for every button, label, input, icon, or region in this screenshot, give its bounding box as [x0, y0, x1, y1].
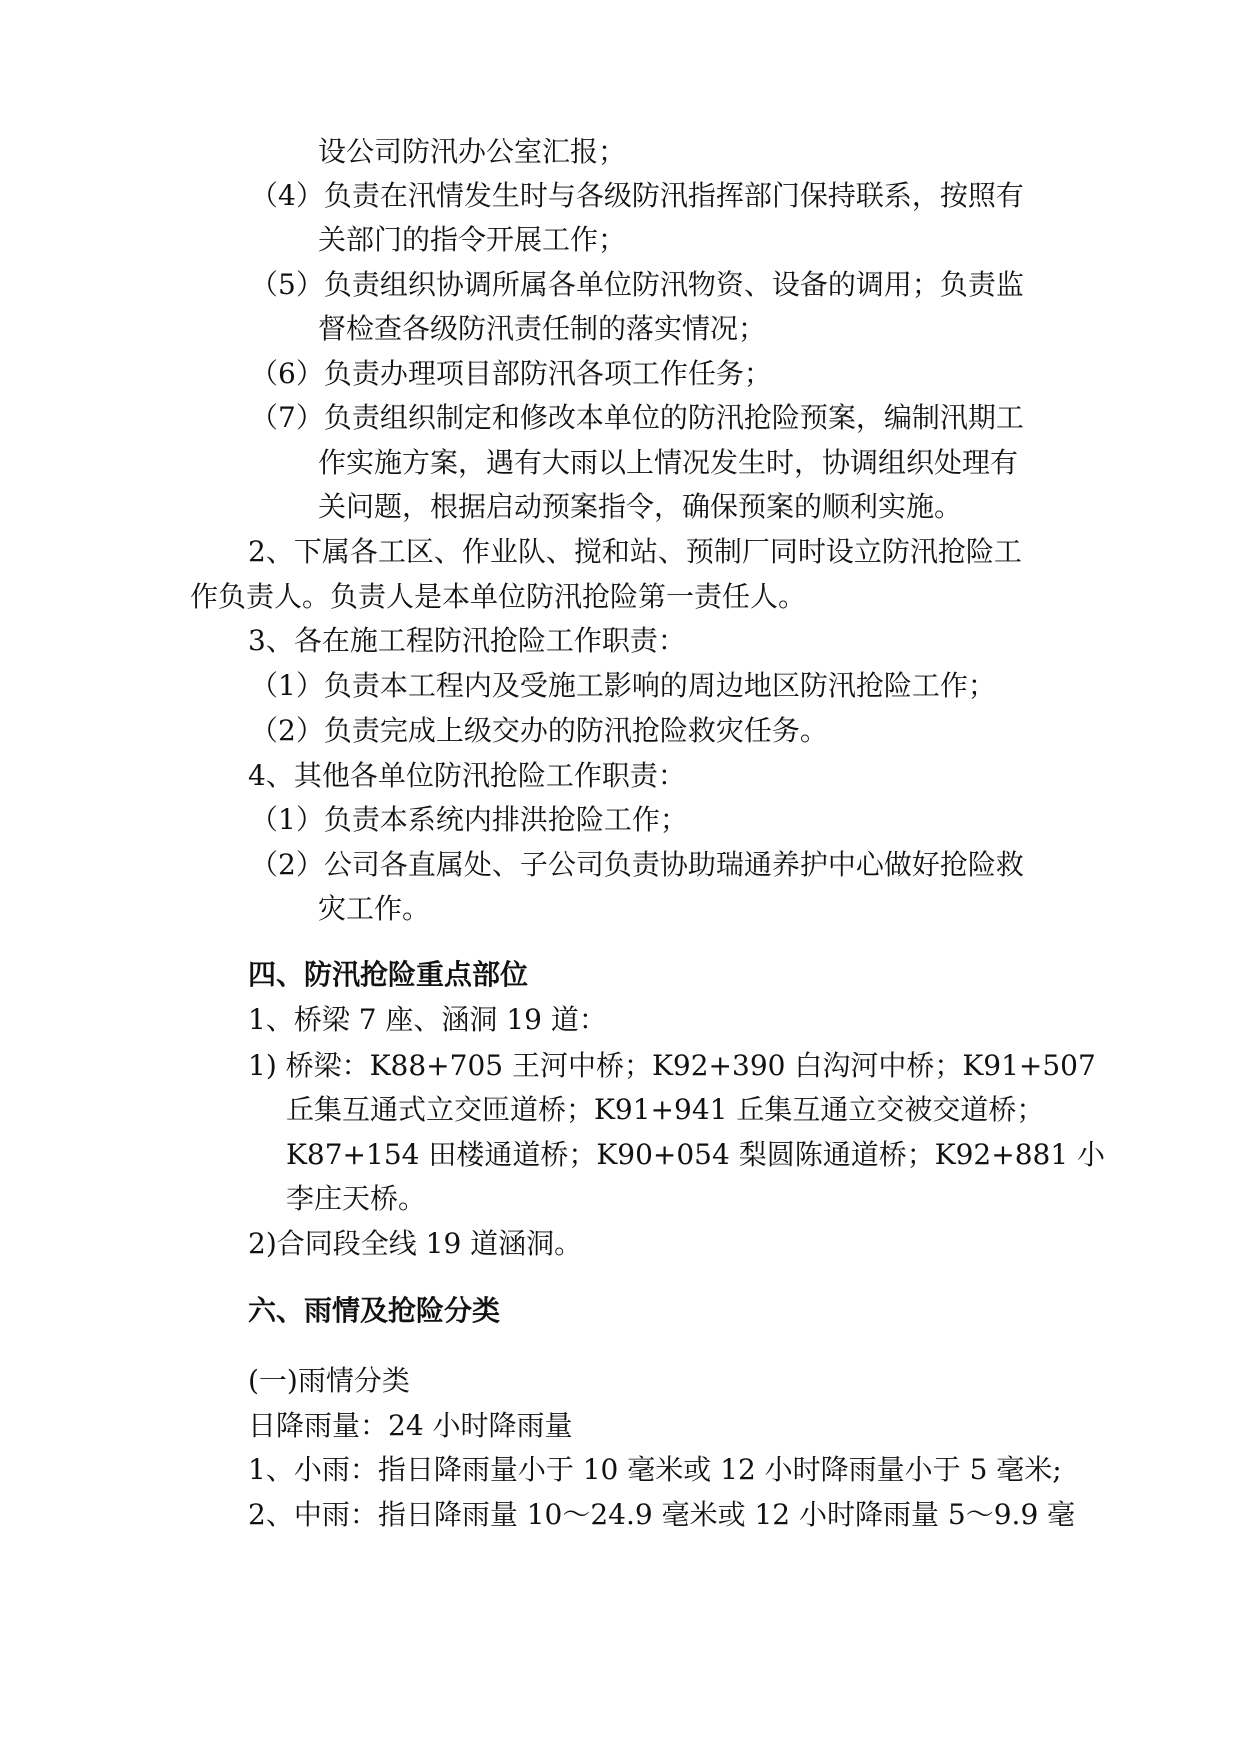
section-heading: 六、雨情及抢险分类	[248, 1294, 501, 1327]
text-line: K87+154 田楼通道桥；K90+054 梨圆陈通道桥；K92+881 小	[286, 1138, 1106, 1171]
text-line: 1、小雨：指日降雨量小于 10 毫米或 12 小时降雨量小于 5 毫米;	[248, 1453, 1062, 1486]
text-line: 2)合同段全线 19 道涵洞。	[248, 1227, 583, 1260]
text-line: （7）负责组织制定和修改本单位的防汛抢险预案，编制汛期工	[250, 401, 1024, 434]
text-line: 3、各在施工程防汛抢险工作职责：	[248, 624, 686, 657]
text-line: 李庄天桥。	[286, 1182, 427, 1215]
text-line: （6）负责办理项目部防汛各项工作任务；	[250, 357, 772, 390]
text-line: 关部门的指令开展工作；	[318, 223, 627, 256]
text-line: （4）负责在汛情发生时与各级防汛指挥部门保持联系，按照有	[250, 179, 1024, 212]
text-line: （2）负责完成上级交办的防汛抢险救灾任务。	[250, 714, 828, 747]
text-line: (一)雨情分类	[248, 1364, 410, 1397]
text-line: 作负责人。负责人是本单位防汛抢险第一责任人。	[190, 580, 807, 613]
text-line: 1、桥梁 7 座、涵洞 19 道：	[248, 1003, 607, 1036]
text-line: 2、中雨：指日降雨量 10～24.9 毫米或 12 小时降雨量 5～9.9 毫	[248, 1498, 1076, 1531]
text-line: （1）负责本工程内及受施工影响的周边地区防汛抢险工作；	[250, 669, 996, 702]
text-line: 关问题，根据启动预案指令，确保预案的顺利实施。	[318, 490, 963, 523]
text-line: 作实施方案，遇有大雨以上情况发生时，协调组织处理有	[318, 446, 1019, 479]
text-line: 灾工作。	[318, 892, 431, 925]
text-line: （1）负责本系统内排洪抢险工作；	[250, 803, 688, 836]
text-line: 2、下属各工区、作业队、搅和站、预制厂同时设立防汛抢险工	[248, 535, 1022, 568]
text-line: 4、其他各单位防汛抢险工作职责：	[248, 759, 686, 792]
text-line: （2）公司各直属处、子公司负责协助瑞通养护中心做好抢险救	[250, 848, 1024, 881]
section-heading: 四、防汛抢险重点部位	[248, 958, 529, 991]
text-line: （5）负责组织协调所属各单位防汛物资、设备的调用；负责监	[250, 268, 1024, 301]
text-line: 设公司防汛办公室汇报；	[318, 135, 627, 168]
text-line: 日降雨量：24 小时降雨量	[248, 1409, 573, 1442]
text-line: 丘集互通式立交匝道桥；K91+941 丘集互通立交被交道桥；	[286, 1093, 1045, 1126]
text-line: 督检查各级防汛责任制的落实情况；	[318, 312, 767, 345]
text-line: 1) 桥梁：K88+705 王河中桥；K92+390 白沟河中桥；K91+507	[248, 1049, 1096, 1082]
